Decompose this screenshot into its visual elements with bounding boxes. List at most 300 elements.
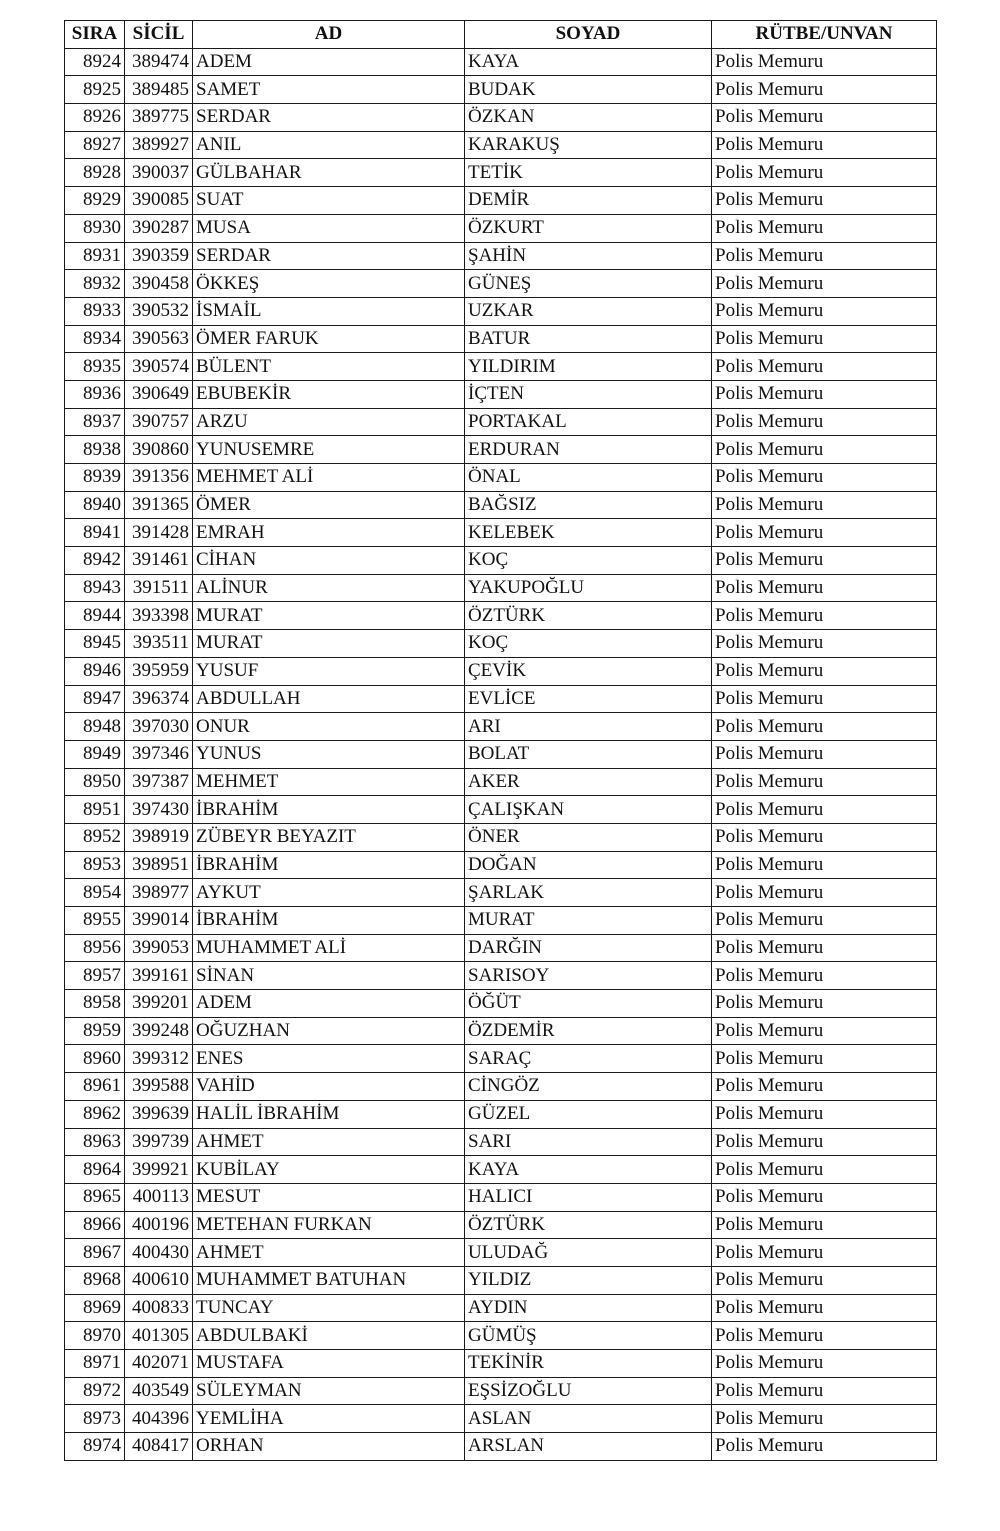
table-row <box>65 464 937 492</box>
cell-rutbe-unvan: Polis Memuru <box>712 48 937 76</box>
cell-sira: 8971 <box>65 1350 125 1378</box>
cell-sicil: 398977 <box>125 879 193 907</box>
cell-sira: 8946 <box>65 657 125 685</box>
cell-ad: GÜLBAHAR <box>193 159 465 187</box>
cell-soyad: KOÇ <box>465 630 712 658</box>
cell-sira: 8964 <box>65 1156 125 1184</box>
table-header-row <box>65 21 937 49</box>
cell-sicil: 390359 <box>125 242 193 270</box>
cell-soyad: CİNGÖZ <box>465 1073 712 1101</box>
table-row <box>65 879 937 907</box>
cell-rutbe-unvan: Polis Memuru <box>712 1266 937 1294</box>
table-row <box>65 796 937 824</box>
table-row <box>65 1433 937 1461</box>
cell-sicil: 401305 <box>125 1322 193 1350</box>
table-row <box>65 1100 937 1128</box>
cell-sicil: 400196 <box>125 1211 193 1239</box>
cell-ad: MEHMET ALİ <box>193 464 465 492</box>
cell-sira: 8944 <box>65 602 125 630</box>
cell-ad: VAHİD <box>193 1073 465 1101</box>
cell-ad: YUNUSEMRE <box>193 436 465 464</box>
cell-sicil: 391428 <box>125 519 193 547</box>
cell-rutbe-unvan: Polis Memuru <box>712 380 937 408</box>
cell-ad: MUSTAFA <box>193 1350 465 1378</box>
cell-sira: 8931 <box>65 242 125 270</box>
cell-soyad: GÜNEŞ <box>465 270 712 298</box>
cell-soyad: HALICI <box>465 1183 712 1211</box>
cell-ad: İBRAHİM <box>193 907 465 935</box>
cell-ad: AHMET <box>193 1239 465 1267</box>
cell-sira: 8958 <box>65 990 125 1018</box>
cell-sicil: 395959 <box>125 657 193 685</box>
cell-sicil: 390458 <box>125 270 193 298</box>
cell-soyad: ERDURAN <box>465 436 712 464</box>
cell-sicil: 390563 <box>125 325 193 353</box>
cell-soyad: BATUR <box>465 325 712 353</box>
cell-sicil: 389775 <box>125 104 193 132</box>
cell-sira: 8926 <box>65 104 125 132</box>
cell-ad: ÖMER FARUK <box>193 325 465 353</box>
table-row <box>65 768 937 796</box>
cell-soyad: SARI <box>465 1128 712 1156</box>
cell-sira: 8938 <box>65 436 125 464</box>
cell-ad: ÖKKEŞ <box>193 270 465 298</box>
cell-ad: SUAT <box>193 187 465 215</box>
cell-rutbe-unvan: Polis Memuru <box>712 990 937 1018</box>
cell-rutbe-unvan: Polis Memuru <box>712 713 937 741</box>
cell-soyad: TETİK <box>465 159 712 187</box>
cell-sira: 8930 <box>65 214 125 242</box>
cell-rutbe-unvan: Polis Memuru <box>712 408 937 436</box>
cell-soyad: DEMİR <box>465 187 712 215</box>
cell-soyad: KAYA <box>465 48 712 76</box>
cell-ad: SERDAR <box>193 242 465 270</box>
table-row <box>65 962 937 990</box>
cell-sicil: 399161 <box>125 962 193 990</box>
cell-ad: YUSUF <box>193 657 465 685</box>
cell-sira: 8973 <box>65 1405 125 1433</box>
cell-ad: EMRAH <box>193 519 465 547</box>
cell-sira: 8961 <box>65 1073 125 1101</box>
table-row <box>65 1405 937 1433</box>
cell-sira: 8934 <box>65 325 125 353</box>
table-row <box>65 630 937 658</box>
roster-sheet <box>64 20 936 1461</box>
cell-rutbe-unvan: Polis Memuru <box>712 1433 937 1461</box>
cell-sicil: 398919 <box>125 823 193 851</box>
table-row <box>65 491 937 519</box>
cell-soyad: AKER <box>465 768 712 796</box>
cell-soyad: UZKAR <box>465 297 712 325</box>
cell-rutbe-unvan: Polis Memuru <box>712 131 937 159</box>
cell-ad: İBRAHİM <box>193 796 465 824</box>
table-row <box>65 851 937 879</box>
cell-sira: 8963 <box>65 1128 125 1156</box>
cell-ad: METEHAN FURKAN <box>193 1211 465 1239</box>
cell-rutbe-unvan: Polis Memuru <box>712 879 937 907</box>
cell-sira: 8943 <box>65 574 125 602</box>
cell-sira: 8940 <box>65 491 125 519</box>
cell-sicil: 402071 <box>125 1350 193 1378</box>
cell-sicil: 391461 <box>125 547 193 575</box>
cell-sicil: 399312 <box>125 1045 193 1073</box>
table-row <box>65 214 937 242</box>
table-row <box>65 1017 937 1045</box>
table-row <box>65 242 937 270</box>
cell-sicil: 397030 <box>125 713 193 741</box>
cell-sicil: 390037 <box>125 159 193 187</box>
header-soyad: SOYAD <box>465 21 712 49</box>
header-sira: SIRA <box>65 21 125 49</box>
cell-sicil: 408417 <box>125 1433 193 1461</box>
cell-soyad: AYDIN <box>465 1294 712 1322</box>
cell-sicil: 397430 <box>125 796 193 824</box>
cell-sicil: 399921 <box>125 1156 193 1184</box>
cell-sira: 8960 <box>65 1045 125 1073</box>
cell-ad: MUHAMMET ALİ <box>193 934 465 962</box>
cell-rutbe-unvan: Polis Memuru <box>712 1073 937 1101</box>
cell-sira: 8948 <box>65 713 125 741</box>
cell-rutbe-unvan: Polis Memuru <box>712 464 937 492</box>
cell-sira: 8928 <box>65 159 125 187</box>
table-row <box>65 297 937 325</box>
cell-sicil: 390287 <box>125 214 193 242</box>
cell-rutbe-unvan: Polis Memuru <box>712 1211 937 1239</box>
cell-soyad: ÖZTÜRK <box>465 1211 712 1239</box>
cell-ad: YUNUS <box>193 740 465 768</box>
cell-sicil: 400610 <box>125 1266 193 1294</box>
cell-soyad: BAĞSIZ <box>465 491 712 519</box>
cell-rutbe-unvan: Polis Memuru <box>712 104 937 132</box>
cell-ad: MUHAMMET BATUHAN <box>193 1266 465 1294</box>
table-row <box>65 1156 937 1184</box>
cell-rutbe-unvan: Polis Memuru <box>712 1322 937 1350</box>
cell-soyad: KOÇ <box>465 547 712 575</box>
cell-ad: BÜLENT <box>193 353 465 381</box>
cell-sicil: 403549 <box>125 1377 193 1405</box>
table-row <box>65 1266 937 1294</box>
cell-rutbe-unvan: Polis Memuru <box>712 962 937 990</box>
cell-sira: 8968 <box>65 1266 125 1294</box>
cell-rutbe-unvan: Polis Memuru <box>712 1405 937 1433</box>
cell-sicil: 399639 <box>125 1100 193 1128</box>
cell-rutbe-unvan: Polis Memuru <box>712 740 937 768</box>
cell-sicil: 390085 <box>125 187 193 215</box>
cell-sicil: 390757 <box>125 408 193 436</box>
table-row <box>65 574 937 602</box>
cell-ad: SERDAR <box>193 104 465 132</box>
cell-sicil: 397346 <box>125 740 193 768</box>
header-rutbe-unvan: RÜTBE/UNVAN <box>712 21 937 49</box>
cell-rutbe-unvan: Polis Memuru <box>712 1017 937 1045</box>
cell-sira: 8947 <box>65 685 125 713</box>
cell-rutbe-unvan: Polis Memuru <box>712 214 937 242</box>
cell-sicil: 391356 <box>125 464 193 492</box>
cell-rutbe-unvan: Polis Memuru <box>712 1350 937 1378</box>
cell-soyad: YAKUPOĞLU <box>465 574 712 602</box>
cell-ad: TUNCAY <box>193 1294 465 1322</box>
table-row <box>65 270 937 298</box>
cell-soyad: BOLAT <box>465 740 712 768</box>
cell-sira: 8956 <box>65 934 125 962</box>
table-row <box>65 408 937 436</box>
cell-soyad: BUDAK <box>465 76 712 104</box>
cell-soyad: ÇEVİK <box>465 657 712 685</box>
cell-sicil: 404396 <box>125 1405 193 1433</box>
cell-sira: 8962 <box>65 1100 125 1128</box>
cell-rutbe-unvan: Polis Memuru <box>712 630 937 658</box>
cell-rutbe-unvan: Polis Memuru <box>712 1100 937 1128</box>
cell-soyad: ŞARLAK <box>465 879 712 907</box>
cell-sicil: 397387 <box>125 768 193 796</box>
table-row <box>65 547 937 575</box>
cell-soyad: KARAKUŞ <box>465 131 712 159</box>
cell-soyad: ARSLAN <box>465 1433 712 1461</box>
cell-soyad: YILDIZ <box>465 1266 712 1294</box>
table-row <box>65 685 937 713</box>
cell-rutbe-unvan: Polis Memuru <box>712 159 937 187</box>
cell-soyad: GÜMÜŞ <box>465 1322 712 1350</box>
cell-rutbe-unvan: Polis Memuru <box>712 1045 937 1073</box>
cell-soyad: ÖNAL <box>465 464 712 492</box>
table-row <box>65 187 937 215</box>
cell-sicil: 390649 <box>125 380 193 408</box>
table-row <box>65 519 937 547</box>
cell-soyad: SARAÇ <box>465 1045 712 1073</box>
cell-ad: SÜLEYMAN <box>193 1377 465 1405</box>
cell-rutbe-unvan: Polis Memuru <box>712 436 937 464</box>
cell-rutbe-unvan: Polis Memuru <box>712 796 937 824</box>
cell-ad: EBUBEKİR <box>193 380 465 408</box>
cell-ad: MEHMET <box>193 768 465 796</box>
cell-sicil: 393398 <box>125 602 193 630</box>
cell-rutbe-unvan: Polis Memuru <box>712 907 937 935</box>
cell-sicil: 391365 <box>125 491 193 519</box>
cell-sira: 8935 <box>65 353 125 381</box>
cell-rutbe-unvan: Polis Memuru <box>712 242 937 270</box>
table-row <box>65 1377 937 1405</box>
cell-soyad: ÇALIŞKAN <box>465 796 712 824</box>
cell-rutbe-unvan: Polis Memuru <box>712 519 937 547</box>
table-row <box>65 380 937 408</box>
cell-rutbe-unvan: Polis Memuru <box>712 823 937 851</box>
cell-rutbe-unvan: Polis Memuru <box>712 1377 937 1405</box>
cell-rutbe-unvan: Polis Memuru <box>712 602 937 630</box>
cell-soyad: PORTAKAL <box>465 408 712 436</box>
cell-sicil: 400833 <box>125 1294 193 1322</box>
cell-sira: 8949 <box>65 740 125 768</box>
cell-sira: 8945 <box>65 630 125 658</box>
cell-rutbe-unvan: Polis Memuru <box>712 1183 937 1211</box>
cell-rutbe-unvan: Polis Memuru <box>712 76 937 104</box>
cell-sicil: 399201 <box>125 990 193 1018</box>
cell-ad: MURAT <box>193 630 465 658</box>
cell-ad: ABDULBAKİ <box>193 1322 465 1350</box>
cell-soyad: ÖĞÜT <box>465 990 712 1018</box>
cell-sira: 8925 <box>65 76 125 104</box>
cell-sicil: 396374 <box>125 685 193 713</box>
cell-sicil: 390532 <box>125 297 193 325</box>
cell-sicil: 390574 <box>125 353 193 381</box>
table-row <box>65 436 937 464</box>
cell-soyad: ARI <box>465 713 712 741</box>
cell-ad: OĞUZHAN <box>193 1017 465 1045</box>
cell-soyad: YILDIRIM <box>465 353 712 381</box>
table-row <box>65 325 937 353</box>
cell-sicil: 389927 <box>125 131 193 159</box>
cell-ad: MESUT <box>193 1183 465 1211</box>
cell-rutbe-unvan: Polis Memuru <box>712 270 937 298</box>
table-row <box>65 159 937 187</box>
table-row <box>65 1294 937 1322</box>
cell-sira: 8954 <box>65 879 125 907</box>
table-row <box>65 934 937 962</box>
cell-soyad: ŞAHİN <box>465 242 712 270</box>
table-row <box>65 353 937 381</box>
cell-sira: 8942 <box>65 547 125 575</box>
cell-ad: ALİNUR <box>193 574 465 602</box>
cell-ad: AHMET <box>193 1128 465 1156</box>
cell-sira: 8966 <box>65 1211 125 1239</box>
table-row <box>65 657 937 685</box>
cell-sira: 8969 <box>65 1294 125 1322</box>
cell-soyad: ÖZTÜRK <box>465 602 712 630</box>
cell-ad: MURAT <box>193 602 465 630</box>
cell-ad: HALİL İBRAHİM <box>193 1100 465 1128</box>
cell-soyad: TEKİNİR <box>465 1350 712 1378</box>
cell-sira: 8932 <box>65 270 125 298</box>
cell-ad: ORHAN <box>193 1433 465 1461</box>
cell-ad: YEMLİHA <box>193 1405 465 1433</box>
cell-ad: ADEM <box>193 48 465 76</box>
cell-ad: ANIL <box>193 131 465 159</box>
cell-sira: 8936 <box>65 380 125 408</box>
cell-rutbe-unvan: Polis Memuru <box>712 1156 937 1184</box>
cell-ad: ÖMER <box>193 491 465 519</box>
cell-sicil: 389474 <box>125 48 193 76</box>
table-row <box>65 131 937 159</box>
table-row <box>65 1239 937 1267</box>
cell-rutbe-unvan: Polis Memuru <box>712 768 937 796</box>
table-row <box>65 48 937 76</box>
cell-ad: İBRAHİM <box>193 851 465 879</box>
cell-sira: 8974 <box>65 1433 125 1461</box>
cell-sicil: 398951 <box>125 851 193 879</box>
table-row <box>65 104 937 132</box>
table-row <box>65 1073 937 1101</box>
cell-sira: 8955 <box>65 907 125 935</box>
cell-ad: SAMET <box>193 76 465 104</box>
cell-soyad: MURAT <box>465 907 712 935</box>
table-row <box>65 990 937 1018</box>
header-sicil: SİCİL <box>125 21 193 49</box>
personnel-table <box>64 20 937 1461</box>
cell-rutbe-unvan: Polis Memuru <box>712 547 937 575</box>
cell-sira: 8941 <box>65 519 125 547</box>
cell-rutbe-unvan: Polis Memuru <box>712 657 937 685</box>
cell-sicil: 393511 <box>125 630 193 658</box>
cell-sira: 8953 <box>65 851 125 879</box>
cell-ad: MUSA <box>193 214 465 242</box>
cell-sira: 8927 <box>65 131 125 159</box>
table-body <box>65 48 937 1460</box>
cell-soyad: KELEBEK <box>465 519 712 547</box>
cell-sira: 8965 <box>65 1183 125 1211</box>
cell-sicil: 399248 <box>125 1017 193 1045</box>
cell-rutbe-unvan: Polis Memuru <box>712 1294 937 1322</box>
cell-rutbe-unvan: Polis Memuru <box>712 325 937 353</box>
cell-rutbe-unvan: Polis Memuru <box>712 574 937 602</box>
cell-sira: 8957 <box>65 962 125 990</box>
cell-ad: ARZU <box>193 408 465 436</box>
cell-rutbe-unvan: Polis Memuru <box>712 297 937 325</box>
table-row <box>65 602 937 630</box>
table-row <box>65 740 937 768</box>
cell-ad: İSMAİL <box>193 297 465 325</box>
cell-soyad: ÖZKURT <box>465 214 712 242</box>
cell-rutbe-unvan: Polis Memuru <box>712 851 937 879</box>
cell-sira: 8924 <box>65 48 125 76</box>
cell-rutbe-unvan: Polis Memuru <box>712 1239 937 1267</box>
cell-ad: ADEM <box>193 990 465 1018</box>
cell-sicil: 390860 <box>125 436 193 464</box>
cell-sira: 8939 <box>65 464 125 492</box>
cell-sicil: 400430 <box>125 1239 193 1267</box>
cell-ad: SİNAN <box>193 962 465 990</box>
cell-rutbe-unvan: Polis Memuru <box>712 1128 937 1156</box>
table-row <box>65 1211 937 1239</box>
cell-rutbe-unvan: Polis Memuru <box>712 491 937 519</box>
cell-sira: 8951 <box>65 796 125 824</box>
table-row <box>65 1128 937 1156</box>
cell-rutbe-unvan: Polis Memuru <box>712 187 937 215</box>
table-row <box>65 1322 937 1350</box>
cell-sira: 8933 <box>65 297 125 325</box>
cell-ad: AYKUT <box>193 879 465 907</box>
cell-ad: KUBİLAY <box>193 1156 465 1184</box>
cell-rutbe-unvan: Polis Memuru <box>712 934 937 962</box>
cell-ad: ABDULLAH <box>193 685 465 713</box>
cell-ad: ZÜBEYR BEYAZIT <box>193 823 465 851</box>
table-row <box>65 823 937 851</box>
cell-sicil: 399053 <box>125 934 193 962</box>
table-row <box>65 1045 937 1073</box>
cell-rutbe-unvan: Polis Memuru <box>712 353 937 381</box>
cell-sira: 8972 <box>65 1377 125 1405</box>
cell-ad: ENES <box>193 1045 465 1073</box>
cell-sicil: 399739 <box>125 1128 193 1156</box>
cell-sicil: 391511 <box>125 574 193 602</box>
cell-soyad: ULUDAĞ <box>465 1239 712 1267</box>
header-ad: AD <box>193 21 465 49</box>
table-row <box>65 76 937 104</box>
cell-sira: 8970 <box>65 1322 125 1350</box>
table-row <box>65 1350 937 1378</box>
cell-sicil: 389485 <box>125 76 193 104</box>
cell-soyad: EVLİCE <box>465 685 712 713</box>
cell-sira: 8950 <box>65 768 125 796</box>
cell-soyad: DARĞIN <box>465 934 712 962</box>
cell-soyad: GÜZEL <box>465 1100 712 1128</box>
cell-sira: 8937 <box>65 408 125 436</box>
cell-sicil: 399588 <box>125 1073 193 1101</box>
cell-sira: 8959 <box>65 1017 125 1045</box>
cell-sira: 8967 <box>65 1239 125 1267</box>
cell-sicil: 399014 <box>125 907 193 935</box>
cell-ad: ONUR <box>193 713 465 741</box>
cell-soyad: DOĞAN <box>465 851 712 879</box>
cell-soyad: ÖNER <box>465 823 712 851</box>
